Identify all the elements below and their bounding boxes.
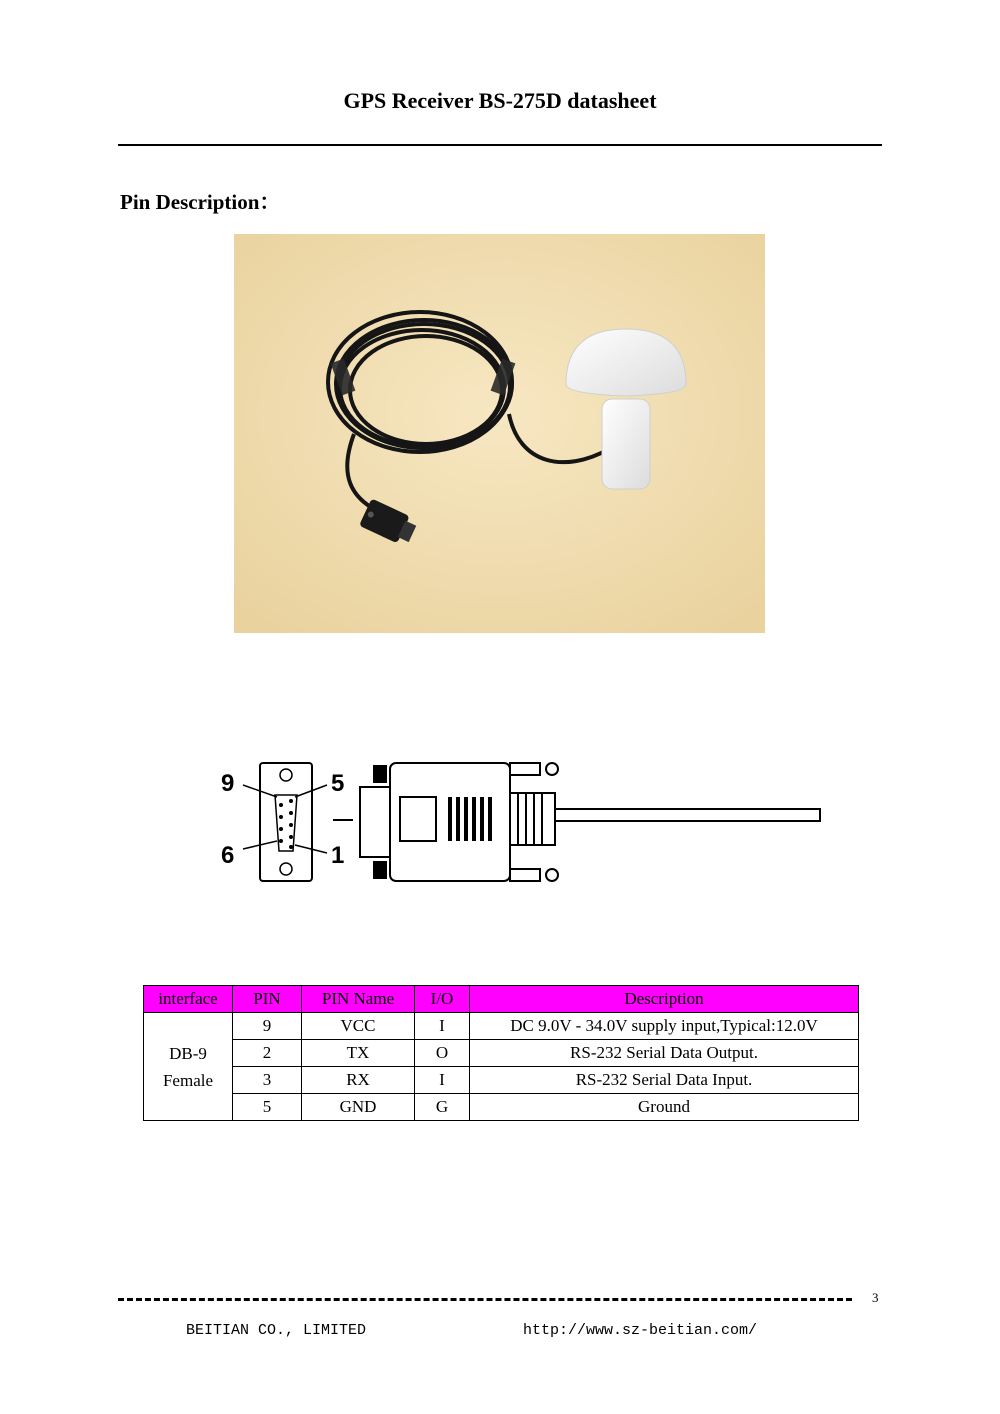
- section-heading: Pin Description：: [120, 190, 281, 214]
- product-photo: [234, 234, 765, 633]
- description-cell: RS-232 Serial Data Output.: [470, 1040, 859, 1067]
- gps-antenna-illustration: [234, 234, 765, 633]
- pin-name-cell: RX: [302, 1067, 415, 1094]
- interface-cell: [144, 1013, 233, 1121]
- pin-label-6: 6: [221, 842, 235, 869]
- footer-company: BEITIAN CO., LIMITED: [186, 1322, 367, 1339]
- pin-label-9: 9: [221, 770, 235, 797]
- io-cell: I: [415, 1013, 470, 1040]
- io-cell: G: [415, 1094, 470, 1121]
- pin-name-cell: GND: [302, 1094, 415, 1121]
- header-pin: PIN: [233, 986, 302, 1013]
- page-number: 3: [872, 1290, 879, 1305]
- table-row: [144, 1094, 859, 1121]
- interface-line2: Female: [162, 1070, 214, 1090]
- table-row: [144, 1040, 859, 1067]
- pin-label-5: 5: [331, 770, 345, 797]
- footer-url[interactable]: http://www.sz-beitian.com/: [523, 1322, 758, 1339]
- description-cell: RS-232 Serial Data Input.: [470, 1067, 859, 1094]
- header-interface: interface: [144, 986, 233, 1013]
- table-row: [144, 1013, 859, 1040]
- io-cell: I: [415, 1067, 470, 1094]
- document-title: GPS Receiver BS-275D datasheet: [343, 88, 657, 113]
- header-pin-name: PIN Name: [302, 986, 415, 1013]
- header-divider: [118, 144, 882, 146]
- description-cell: Ground: [470, 1094, 859, 1121]
- pin-name-cell: TX: [302, 1040, 415, 1067]
- pin-cell: 9: [233, 1013, 302, 1040]
- pin-cell: 2: [233, 1040, 302, 1067]
- header-description: Description: [470, 986, 859, 1013]
- description-cell: DC 9.0V - 34.0V supply input,Typical:12.0V: [470, 1013, 859, 1040]
- pin-label-1: 1: [331, 842, 345, 869]
- pin-name-cell: VCC: [302, 1013, 415, 1040]
- table-header-row: [144, 986, 859, 1013]
- connector-drawing: [215, 745, 835, 895]
- interface-line1: DB-9: [169, 1043, 207, 1063]
- footer-divider: [118, 1298, 852, 1301]
- pin-cell: 5: [233, 1094, 302, 1121]
- pin-table: [143, 985, 859, 1121]
- pin-cell: 3: [233, 1067, 302, 1094]
- table-row: [144, 1067, 859, 1094]
- header-io: I/O: [415, 986, 470, 1013]
- io-cell: O: [415, 1040, 470, 1067]
- db9-connector-diagram: [215, 745, 835, 895]
